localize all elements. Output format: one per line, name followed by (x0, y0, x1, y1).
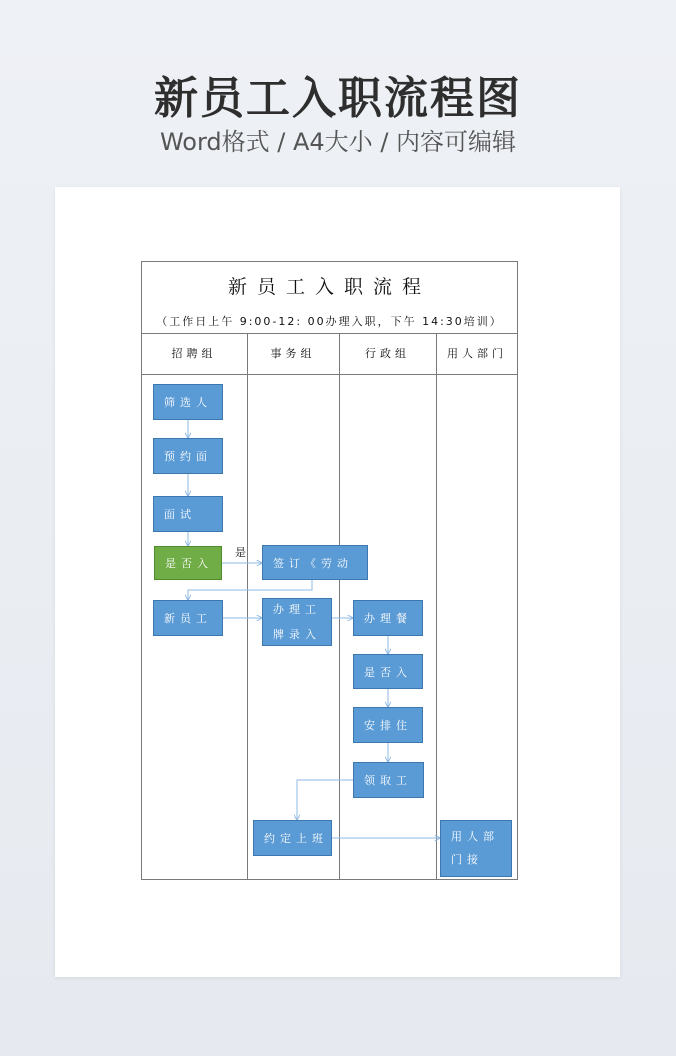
page-subtitle: Word格式 / A4大小 / 内容可编辑 (159, 128, 517, 156)
document-note: （工作日上午 9:00-12: 00办理入职，下午 14:30培训） (156, 315, 503, 328)
step-badge-registration (262, 598, 332, 646)
column-header-admin: 行政组 (365, 347, 410, 360)
step-schedule-start: 约定上班 (253, 820, 332, 856)
department-step-line-1: 用人部 (451, 829, 499, 843)
yes-label: 是 (235, 546, 246, 559)
step-new-employee: 新员工 (153, 600, 223, 636)
step-screen-candidates: 筛选人 (153, 384, 223, 420)
step-whether: 是否入 (353, 654, 423, 689)
step-housing: 安排住 (353, 707, 423, 743)
step-schedule-interview: 预约面 (153, 438, 223, 474)
step-interview: 面试 (153, 496, 223, 532)
department-step-line-2: 门接 (451, 853, 483, 867)
column-header-recruiting: 招聘组 (171, 347, 217, 360)
page-title: 新员工入职流程图 (154, 73, 522, 124)
step-sign-contract: 签订《劳动 (262, 545, 368, 580)
decision-hire: 是否入 (154, 546, 222, 580)
badge-step-line-1: 办理工 (273, 603, 321, 616)
document-title: 新员工入职流程 (227, 276, 431, 298)
step-collect-supplies: 领取工 (353, 762, 424, 798)
step-meal-card: 办理餐 (353, 600, 423, 636)
badge-step-line-2: 牌录入 (273, 628, 321, 641)
column-header-department: 用人部门 (447, 347, 507, 360)
step-department-onboarding (440, 820, 512, 877)
arrow-supplies-to-start-work (297, 780, 353, 820)
column-header-affairs: 事务组 (270, 347, 316, 360)
